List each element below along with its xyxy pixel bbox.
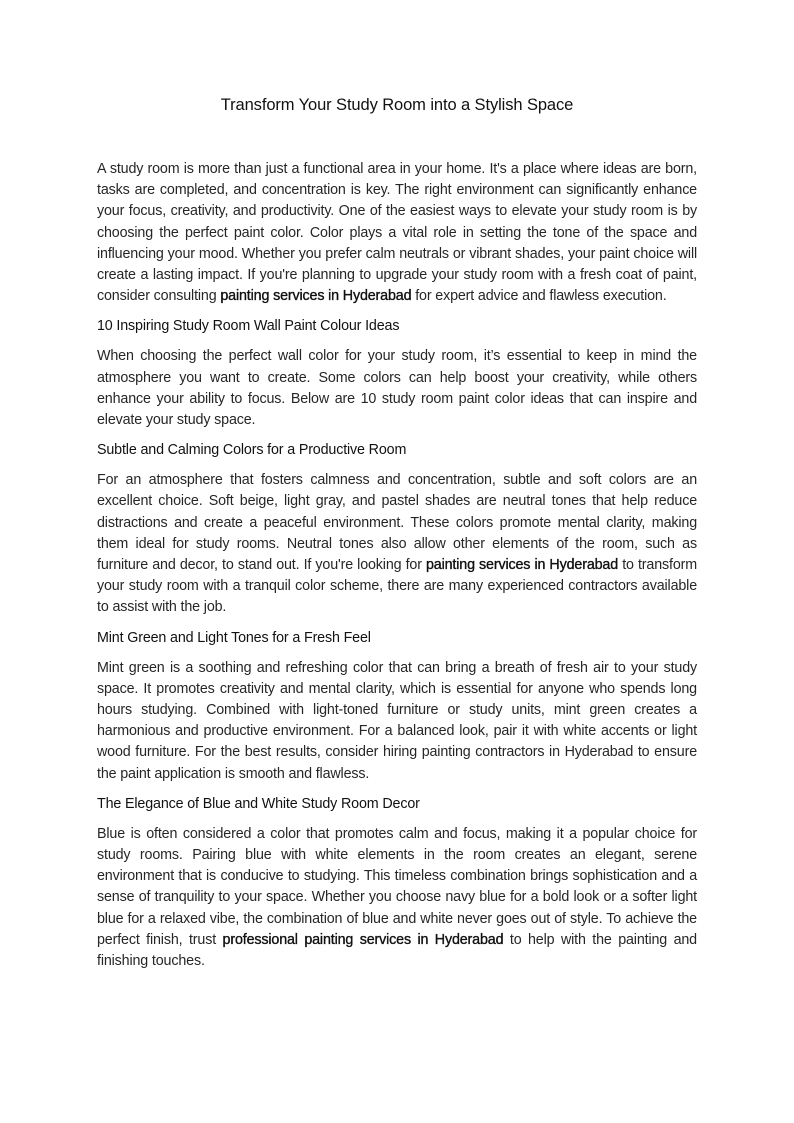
calming-text-after-link: to transform your study room with a tranquil color scheme, there are many experienced contractors available to assist with the job. bbox=[97, 557, 698, 616]
blue-white-text-before-link: Blue is often considered a color that promotes calm and focus, making it a popular choice for study rooms. Pairing blue with white elements in the room creates an elegant, serene environment that is conducive to studying. This timeless combination brings sophistication and a sense of tranquility to your space. Whether you choose navy blue for a bold look or a softer light blue for a relaxed vibe, the combination of blue and white never goes out of style. To achieve the perfect finish, trust bbox=[97, 825, 697, 948]
blue-white-text-after-link: to help with the painting and finishing touches. bbox=[97, 931, 697, 970]
section-heading-blue-white: The Elegance of Blue and White Study Room Decor bbox=[97, 795, 420, 812]
intro-text-after-link: for expert advice and flawless execution. bbox=[411, 288, 667, 305]
section-paragraph-blue-white bbox=[97, 824, 697, 972]
calming-text-before-link: For an atmosphere that fosters calmness and concentration, subtle and soft colors are an excellent choice. Soft beige, light gray, and pastel shades are neutral tones that help reduce distractions and create a peaceful environment. These colors promote mental clarity, making them ideal for study rooms. Neutral tones also allow other elements of the room, such as furniture and decor, to stand out. If you're looking for bbox=[97, 472, 697, 574]
painting-services-link-2[interactable]: painting services in Hyderabad bbox=[426, 557, 619, 574]
intro-text-before-link: A study room is more than just a functional area in your home. It's a place where ideas are born, tasks are completed, and concentration is key. The right environment can significantly enhance your focus, creativity, and productivity. One of the easiest ways to elevate your study room is by choosing the perfect paint color. Color plays a vital role in setting the tone of the space and influencing your mood. Whether you prefer calm neutrals or vibrant shades, your paint choice will create a lasting impact. If you're planning to upgrade your study room with a fresh coat of paint, consider consulting bbox=[97, 161, 697, 305]
section-paragraph-mint-green: Mint green is a soothing and refreshing color that can bring a breath of fresh air to your study space. It promotes creativity and mental clarity, which is essential for anyone who spends long hours studying. Combined with light-toned furniture or study units, mint green creates a harmonious and productive environment. For a balanced look, pair it with white accents or light wood furniture. For the best results, consider hiring painting contractors in Hyderabad to ensure the paint application is smooth and flawless. bbox=[97, 659, 697, 782]
intro-paragraph bbox=[97, 159, 697, 307]
painting-services-link[interactable]: painting services in Hyderabad bbox=[220, 288, 412, 305]
document-page bbox=[97, 96, 697, 981]
section-paragraph-paint-ideas: When choosing the perfect wall color for your study room, it’s essential to keep in mind the atmosphere you want to create. Some colors can help boost your creativity, while others enhance your ability to focus. Below are 10 study room paint color ideas that can inspire and elevate your study space. bbox=[97, 348, 697, 429]
section-heading-calming-colors: Subtle and Calming Colors for a Productive Room bbox=[97, 442, 407, 459]
document-title: Transform Your Study Room into a Stylish Space bbox=[220, 96, 574, 114]
section-paragraph-calming-colors bbox=[97, 470, 697, 618]
professional-painting-services-link[interactable]: professional painting services in Hyderabad bbox=[222, 931, 504, 948]
section-heading-paint-ideas: 10 Inspiring Study Room Wall Paint Colour Ideas bbox=[97, 318, 400, 335]
section-heading-mint-green: Mint Green and Light Tones for a Fresh Feel bbox=[97, 629, 371, 646]
